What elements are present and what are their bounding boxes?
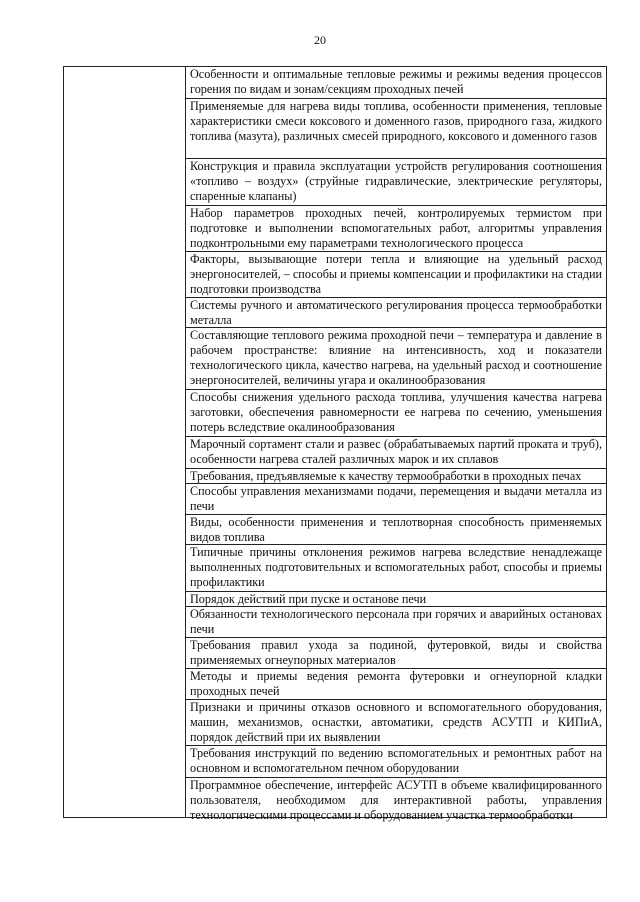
table-row: Способы снижения удельного расхода топлива, улучшения качества нагрева заготовки, обеспечения равномерности ее нагрева по сечению, уменьшения потерь вследствие окалинообразования — [186, 390, 606, 437]
table-row: Набор параметров проходных печей, контролируемых термистом при подготовке и выполнении вспомогательных работ, алгоритмы управления подконтрольными ему параметрами технологического процесса — [186, 206, 606, 252]
table-row: Факторы, вызывающие потери тепла и влияющие на удельный расход энергоносителей, – способы и приемы компенсации и профилактики на стадии подготовки производства — [186, 252, 606, 298]
table-row: Методы и приемы ведения ремонта футеровки и огнеупорной кладки проходных печей — [186, 669, 606, 700]
page-number: 20 — [314, 33, 326, 47]
table-row: Требования инструкций по ведению вспомогательных и ремонтных работ на основном и вспомогательном печном оборудовании — [186, 746, 606, 778]
table-row: Обязанности технологического персонала при горячих и аварийных остановах печи — [186, 607, 606, 638]
table-row: Требования правил ухода за подиной, футеровкой, виды и свойства применяемых огнеупорных материалов — [186, 638, 606, 669]
table-left-column — [64, 67, 186, 817]
table-row: Особенности и оптимальные тепловые режимы и режимы ведения процессов горения по видам и зонам/секциям проходных печей — [186, 67, 606, 99]
table-right-column — [186, 67, 606, 822]
table-row: Порядок действий при пуске и останове печи — [186, 592, 606, 607]
table-row: Способы управления механизмами подачи, перемещения и выдачи металла из печи — [186, 484, 606, 515]
knowledge-table — [63, 66, 607, 822]
table-row: Составляющие теплового режима проходной печи – температура и давление в рабочем пространстве: влияние на интенсивность, ход и показатели технологического цикла, качество нагрева, на удельный расход и соотношение энергоносителей, величины угара и окалинообразования — [186, 328, 606, 390]
table-row: Конструкция и правила эксплуатации устройств регулирования соотношения «топливо – воздух» (струйные гидравлические, электрические регуляторы, спаренные клапаны) — [186, 159, 606, 206]
table-row: Применяемые для нагрева виды топлива, особенности применения, тепловые характеристики смеси коксового и доменного газов, природного газа, жидкого топлива (мазута), различных смесей природного, коксового и доменного газов — [186, 99, 606, 159]
table-row: Программное обеспечение, интерфейс АСУТП в объеме квалифицированного пользователя, необходимом для интерактивной работы, управления технологическими процессами и оборудованием участка термообработки — [190, 778, 602, 822]
table-row: Типичные причины отклонения режимов нагрева вследствие ненадлежаще выполненных подготовительных и вспомогательных работ, способы и приемы профилактики — [186, 545, 606, 592]
table-row: Признаки и причины отказов основного и вспомогательного оборудования, машин, механизмов, оснастки, автоматики, средств АСУТП и КИПиА, порядок действий при их выявлении — [186, 700, 606, 746]
table-row: Марочный сортамент стали и развес (обрабатываемых партий проката и труб), особенности нагрева сталей различных марок и их сплавов — [186, 437, 606, 469]
table-row: Системы ручного и автоматического регулирования процесса термообработки металла — [186, 298, 606, 328]
table-row: Требования, предъявляемые к качеству термообработки в проходных печах — [186, 469, 606, 484]
table-row: Виды, особенности применения и теплотворная способность применяемых видов топлива — [186, 515, 606, 545]
